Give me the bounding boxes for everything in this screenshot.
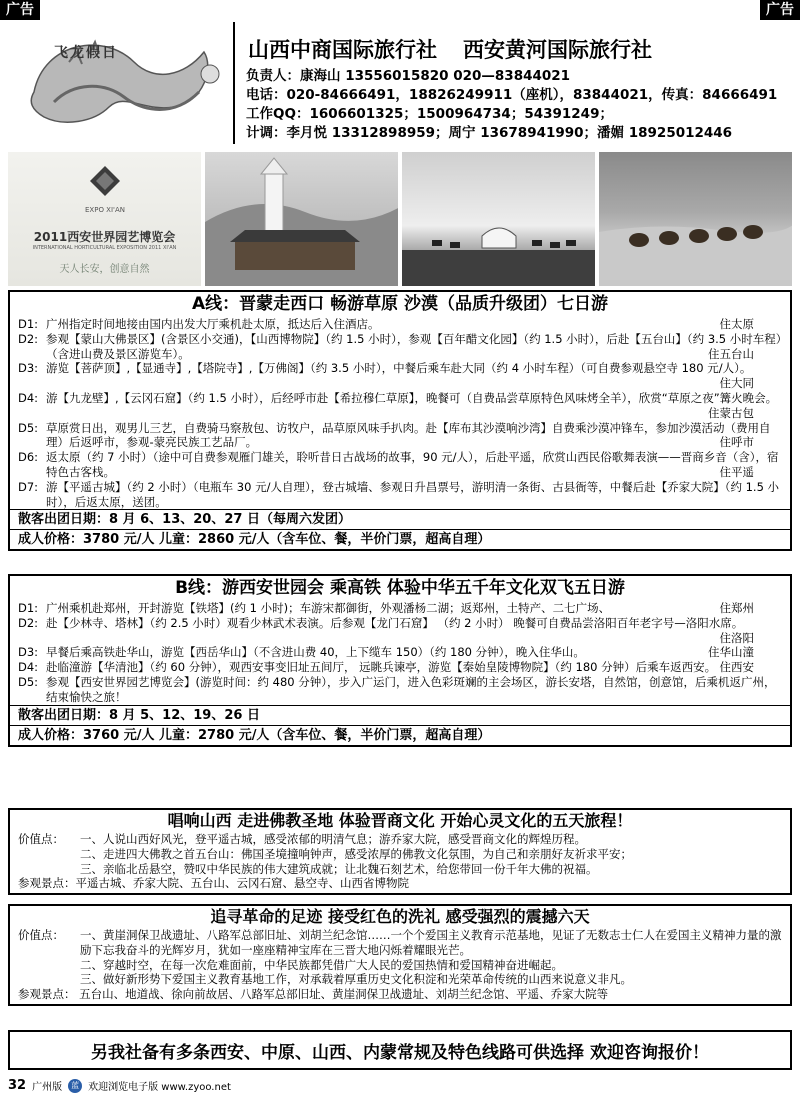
day-text: 参观【西安世界园艺博览会】(游览时间：约 480 分钟），步入广运门，进入色彩斑斓的主会场区，游长安塔，自然馆，创意馆，后乘机返广州，结束愉快之旅！ bbox=[46, 674, 776, 704]
expo-poster-photo bbox=[8, 152, 201, 286]
day-text: 广州指定时间地接由国内出发大厅乘机赴太原，抵达后入住酒店。 住太原 bbox=[46, 317, 754, 331]
route-a-dates: 散客出团日期：8 月 6、13、20、27 日（每周六发团） bbox=[10, 509, 790, 529]
value-row bbox=[10, 862, 790, 877]
day-row bbox=[18, 480, 784, 510]
day-stay: 住西安 bbox=[719, 660, 754, 675]
day-row bbox=[18, 317, 784, 332]
day-label: D4: bbox=[18, 390, 39, 405]
day-text: 广州乘机赴郑州，开封游览【铁塔】(约 1 小时)；车游宋都御街，外观潘杨二湖；返郑州，土特产、二七广场、 住郑州 bbox=[46, 601, 754, 615]
grassland-yurt-photo bbox=[402, 152, 595, 286]
dragon-icon bbox=[14, 22, 228, 142]
value-text: 三、亲临北岳悬空，赞叹中华民族的伟大建筑成就；让北魏石刻艺术，给您带回一份千年大佛的祝福。 bbox=[80, 861, 598, 876]
promo-red-tour-spots: 参观景点： 五台山、地道战、徐向前故居、八路军总部旧址、黄崖洞保卫战遗址、刘胡兰纪念馆、平遥、乔家大院等 bbox=[18, 987, 609, 1002]
value-text: 二、走进四大佛教之首五台山：佛国圣境撞响钟声，感受浓厚的佛教文化氛围，为自己和亲朋好友祈求平安； bbox=[80, 846, 632, 861]
value-key-spacer bbox=[18, 847, 80, 862]
value-text: 三、做好新形势下爱国主义教育基地工作，对承载着厚重历史文化积淀和光荣革命传统的山西来说意义非凡。 bbox=[80, 972, 632, 987]
value-text: 二、穿越时空，在每一次危难面前，中华民族都凭借广大人民的爱国热情和爱国精神奋进崛起。 bbox=[80, 957, 563, 972]
edition-icon: 蓝 bbox=[68, 1079, 82, 1093]
expo-subtitle: INTERNATIONAL HORTICULTURAL EXPOSITION 2011 XI'AN bbox=[32, 245, 177, 251]
day-label: D2: bbox=[18, 331, 39, 346]
desert-camel-photo bbox=[599, 152, 792, 286]
header bbox=[8, 20, 792, 146]
day-text: 赴临潼游【华清池】（约 60 分钟），观西安事变旧址五间厅， 远眺兵谏亭，游览【秦始皇陵博物院】（约 180 分钟）后乘车返西安。 住西安 bbox=[46, 660, 754, 675]
route-a-title: A线：晋蒙走西口 畅游草原 沙漠（品质升级团）七日游 bbox=[192, 294, 608, 314]
contact-planners: 计调：李月悦 13312898959；周宁 13678941990；潘媚 18925012446 bbox=[246, 125, 733, 141]
day-text: 游【九龙壁】,【云冈石窟】（约 1.5 小时），后经呼市赴【希拉穆仁草原】，晚餐可（自费品尝草原特色风味烤全羊），欣赏“草原之夜”篝火晚会。 住蒙古包 bbox=[46, 390, 778, 420]
agency-names bbox=[248, 34, 652, 64]
day-stay: 住大同 bbox=[719, 376, 754, 391]
page-number: 32 bbox=[8, 1078, 27, 1093]
day-row bbox=[18, 601, 784, 616]
day-label: D4: bbox=[18, 660, 39, 675]
route-b-days bbox=[10, 599, 790, 705]
value-text: 一、黄崖洞保卫战遗址、八路军总部旧址、刘胡兰纪念馆……一个个爱国主义教育示范基地，见证了无数志士仁人在爱国主义精神力量的激励下忘我奋斗的光辉岁月，犹如一座座精神宝库在三晋大地闪烁着耀眼光芒。 bbox=[80, 928, 782, 957]
day-stay: 住呼市 bbox=[719, 435, 754, 450]
day-label: D5: bbox=[18, 420, 39, 435]
value-row bbox=[10, 958, 790, 973]
contact-person: 负责人：康海山 13556015820 020—83844021 bbox=[246, 68, 571, 84]
day-row bbox=[18, 332, 784, 362]
promo-red-tour-box bbox=[8, 904, 792, 1006]
day-text: 早餐后乘高铁赴华山，游览【西岳华山】（不含进山费 40，上下缆车 150）（约 180 分钟），晚入住华山。 住华山潼 bbox=[46, 645, 754, 660]
day-stay: 住郑州 bbox=[719, 601, 754, 615]
value-key: 价值点： bbox=[18, 928, 64, 942]
day-row bbox=[18, 450, 784, 480]
camel-caravan-icon bbox=[599, 152, 792, 286]
svg-text:EXPO XI'AN: EXPO XI'AN bbox=[85, 206, 125, 214]
day-text: 游览【菩萨顶】,【显通寺】,【塔院寺】,【万佛阁】（约 3.5 小时），中餐后乘车赴大同（约 4 小时车程）（可自费参观悬空寺 180 元/人）。 住大同 bbox=[46, 361, 754, 391]
expo-slogan: 天人长安，创意自然 bbox=[59, 264, 150, 275]
pagoda-icon bbox=[205, 152, 398, 286]
day-label: D3: bbox=[18, 645, 39, 660]
agency-name-2: 西安黄河国际旅行社 bbox=[463, 38, 652, 62]
day-row bbox=[18, 645, 784, 660]
expo-title: 2011西安世界园艺博览会 bbox=[33, 230, 176, 244]
day-text: 赴【少林寺、塔林】（约 2.5 小时）观看少林武术表演。后参观【龙门石窟】 （约 2 小时） 晚餐可自费品尝洛阳百年老字号—洛阳水席。 住洛阳 bbox=[46, 615, 754, 645]
day-stay: 住平遥 bbox=[719, 464, 754, 479]
footer-banner: 另我社备有多条西安、中原、山西、内蒙常规及特色线路可供选择 欢迎咨询报价！ bbox=[8, 1030, 792, 1070]
day-row bbox=[18, 361, 784, 391]
day-row bbox=[18, 421, 784, 451]
route-b-box bbox=[8, 574, 792, 747]
day-row bbox=[18, 660, 784, 675]
promo-red-tour-title: 追寻革命的足迹 接受红色的洗礼 感受强烈的震撼六天 bbox=[210, 907, 590, 926]
ad-tag-left: 广告 bbox=[0, 0, 40, 20]
website-link[interactable]: 欢迎浏览电子版 www.zyoo.net bbox=[88, 1082, 231, 1093]
day-label: D5: bbox=[18, 674, 39, 689]
route-a-price: 成人价格：3780 元/人 儿童：2860 元/人（含车位、餐，半价门票，超高自理） bbox=[10, 529, 790, 549]
route-a-days bbox=[10, 315, 790, 509]
day-stay: 住华山潼 bbox=[708, 645, 754, 660]
day-text: 游【平遥古城】（约 2 小时）（电瓶车 30 元/人自理），登古城墙、参观日升昌票号，游明清一条街、古县衙等，中餐后赴【乔家大院】（约 1.5 小时），后返太原，送团。 bbox=[46, 479, 780, 509]
logo-text: 飞龙假日 bbox=[54, 45, 118, 61]
contact-phone: 电话：020-84666491，18826249911（座机），83844021，传真：84666491 bbox=[246, 87, 778, 103]
route-b-dates: 散客出团日期：8 月 5、12、19、26 日 bbox=[10, 705, 790, 725]
promo-shanxi-spots: 参观景点：平遥古城、乔家大院、五台山、云冈石窟、悬空寺、山西省博物院 bbox=[18, 876, 409, 891]
day-text: 参观【蒙山大佛景区】(含景区小交通)，【山西博物院】（约 1.5 小时），参观【百年醋文化园】（约 1.5 小时），后赴【五台山】（约 3.5 小时车程）（含进山费及景区游览车）。 住五台山 bbox=[46, 331, 782, 361]
route-a-box bbox=[8, 290, 792, 551]
route-b-title: B线：游西安世园会 乘高铁 体验中华五千年文化双飞五日游 bbox=[175, 578, 625, 598]
day-row bbox=[18, 616, 784, 646]
promo-shanxi-box bbox=[8, 808, 792, 895]
day-label: D1: bbox=[18, 317, 39, 331]
value-row bbox=[10, 972, 790, 987]
value-text: 一、人说山西好风光，登平遥古城，感受浓郁的明清气息；游乔家大院，感受晋商文化的辉煌历程。 bbox=[80, 832, 586, 846]
day-text: 草原赏日出，观男儿三艺，自费骑马察敖包、访牧户，品草原风味手扒肉。赴【库布其沙漠响沙湾】自费乘沙漠冲锋车，参加沙漠活动（费用自理）后返呼市，参观-蒙亮民族工艺品厂。 住呼市 bbox=[46, 420, 771, 450]
value-key-spacer bbox=[18, 958, 80, 973]
day-text: 返太原（约 7 小时）（途中可自费参观雁门雄关，聆听昔日古战场的故事，90 元/人），后赴平遥，欣赏山西民俗歌舞表演——晋商乡音（含），宿特色古客栈。 住平遥 bbox=[46, 450, 779, 479]
header-divider bbox=[233, 22, 235, 144]
day-label: D2: bbox=[18, 615, 39, 630]
value-row bbox=[10, 847, 790, 862]
day-row bbox=[18, 675, 784, 705]
edition-label: 广州版 bbox=[32, 1082, 63, 1093]
day-label: D3: bbox=[18, 361, 39, 376]
day-stay: 住太原 bbox=[719, 317, 754, 331]
day-stay: 住五台山 bbox=[708, 346, 754, 361]
day-label: D1: bbox=[18, 601, 39, 615]
day-stay: 住蒙古包 bbox=[708, 405, 754, 420]
value-row bbox=[10, 928, 790, 958]
value-key-spacer bbox=[18, 972, 80, 987]
promo-shanxi-title: 唱响山西 走进佛教圣地 体验晋商文化 开始心灵文化的五天旅程！ bbox=[167, 811, 633, 830]
yurt-icon bbox=[402, 152, 595, 286]
ad-tag-right: 广告 bbox=[760, 0, 800, 20]
route-b-price: 成人价格：3760 元/人 儿童：2780 元/人（含车位、餐，半价门票，超高自理） bbox=[10, 725, 790, 745]
page-footer bbox=[8, 1078, 231, 1093]
day-label: D6: bbox=[18, 450, 39, 465]
day-stay: 住洛阳 bbox=[719, 630, 754, 645]
value-row bbox=[10, 832, 790, 847]
photo-strip bbox=[8, 152, 792, 286]
contact-qq: 工作QQ：1606601325；1500964734；54391249； bbox=[246, 106, 613, 122]
agency-name-1: 山西中商国际旅行社 bbox=[248, 38, 437, 62]
day-row bbox=[18, 391, 784, 421]
value-key-spacer bbox=[18, 862, 80, 877]
value-key: 价值点： bbox=[18, 832, 64, 846]
dragon-logo bbox=[14, 22, 228, 142]
temple-pagoda-photo bbox=[205, 152, 398, 286]
day-label: D7: bbox=[18, 479, 39, 494]
